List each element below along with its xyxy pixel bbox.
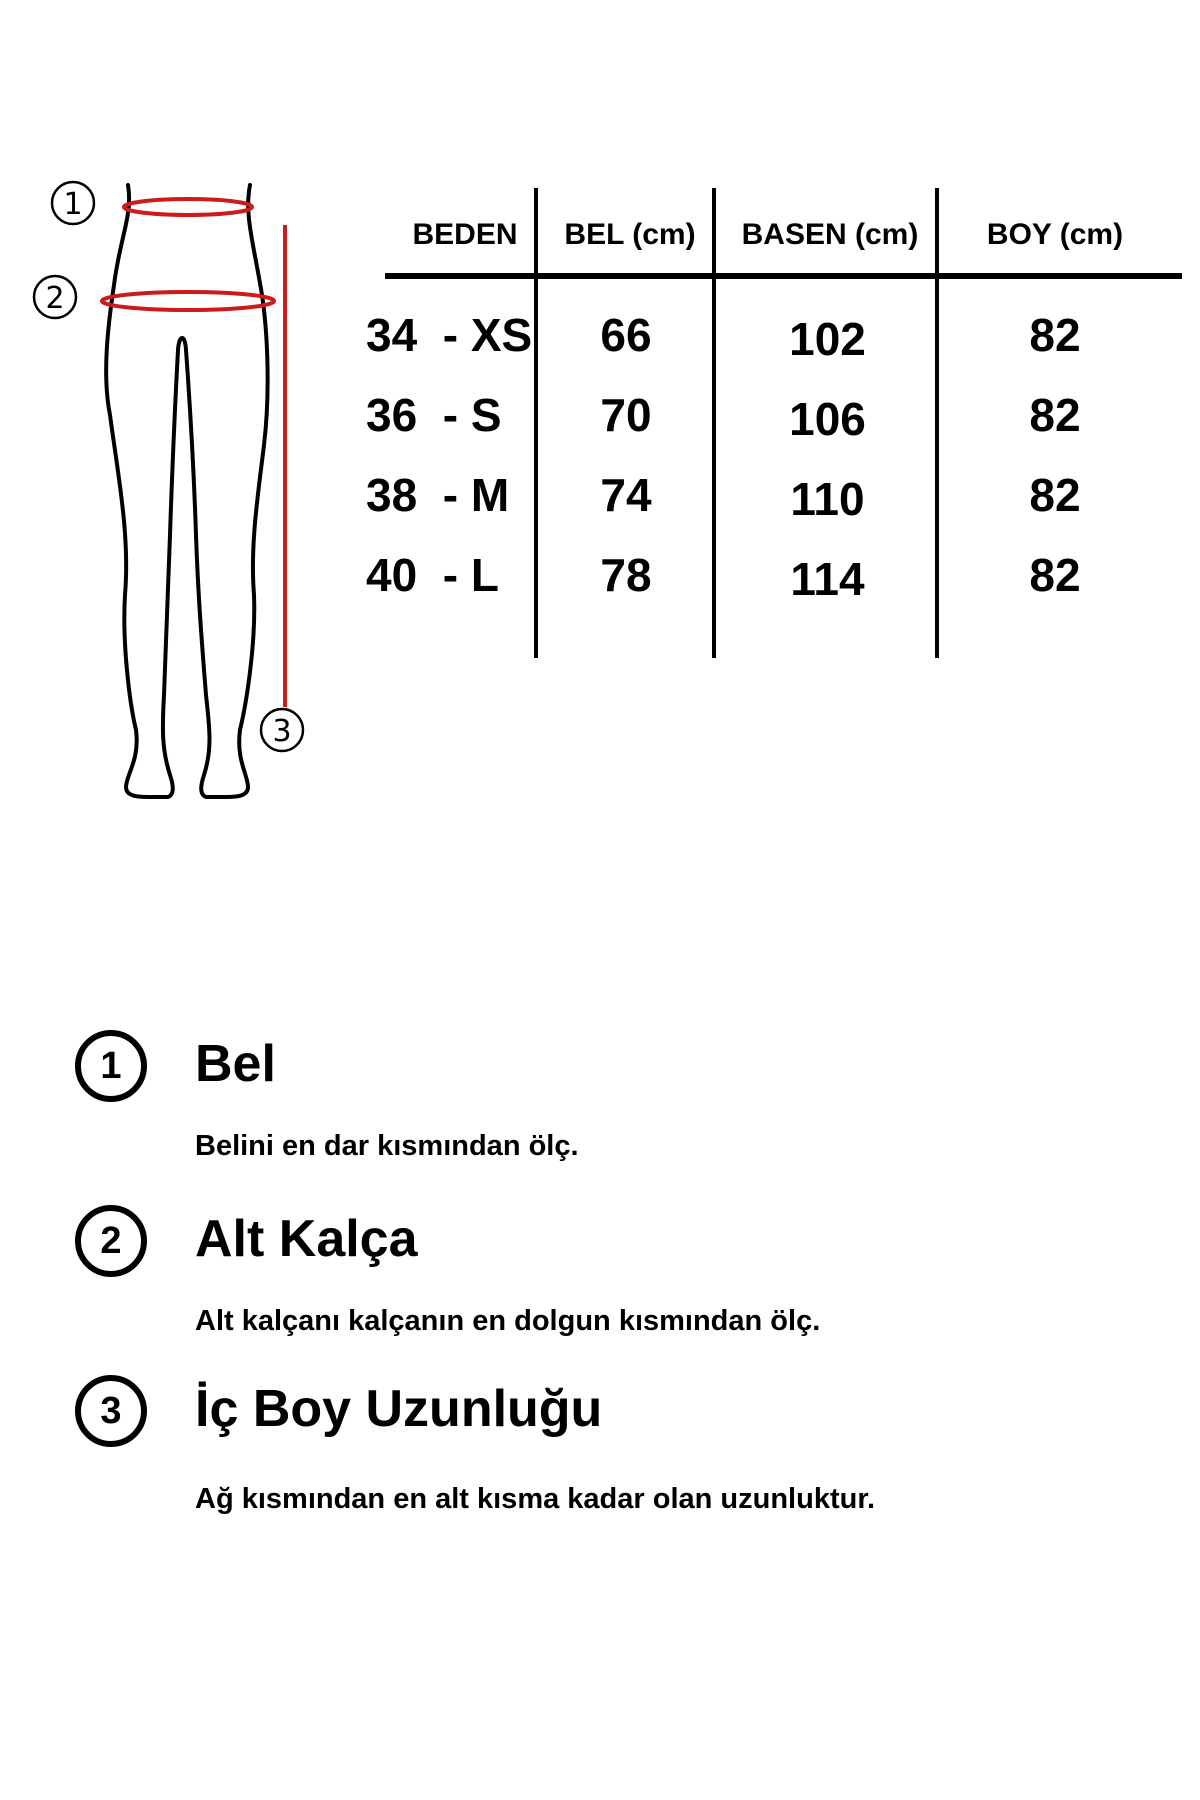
header-hip: BASEN (cm) bbox=[741, 218, 919, 251]
legend-desc-1: Belini en dar kısmından ölç. bbox=[195, 1130, 579, 1162]
legend-title-3: İç Boy Uzunluğu bbox=[195, 1380, 603, 1438]
header-waist: BEL (cm) bbox=[564, 218, 696, 251]
table-row bbox=[360, 308, 1182, 388]
cell-length: 82 bbox=[1029, 549, 1081, 601]
table-row bbox=[360, 468, 1182, 548]
marker-2: 2 bbox=[45, 281, 65, 316]
cell-size: 36 - S bbox=[366, 389, 502, 441]
legend-number-2: 2 bbox=[75, 1205, 147, 1277]
hip-measure-line bbox=[102, 292, 274, 310]
cell-hip: 114 bbox=[790, 553, 865, 605]
cell-hip: 106 bbox=[789, 393, 866, 445]
cell-length: 82 bbox=[1029, 389, 1081, 441]
cell-length: 82 bbox=[1029, 309, 1081, 361]
cell-size: 34 - XS bbox=[366, 309, 533, 361]
marker-3: 3 bbox=[272, 714, 292, 749]
leggings-outline-left bbox=[106, 185, 178, 797]
legend-desc-3: Ağ kısmından en alt kısma kadar olan uzunluktur. bbox=[195, 1483, 876, 1515]
cell-size: 38 - M bbox=[366, 469, 510, 521]
table-row bbox=[360, 548, 1182, 628]
waist-measure-line bbox=[124, 199, 252, 215]
cell-length: 82 bbox=[1029, 469, 1081, 521]
leggings-outline-right bbox=[186, 185, 268, 797]
table-row bbox=[360, 388, 1182, 468]
marker-1: 1 bbox=[63, 187, 83, 222]
legend-desc-2: Alt kalçanı kalçanın en dolgun kısmından ölç. bbox=[195, 1305, 821, 1337]
legend-number-3: 3 bbox=[75, 1375, 147, 1447]
cell-hip: 110 bbox=[790, 473, 865, 525]
leggings-diagram bbox=[30, 175, 360, 855]
size-table bbox=[360, 188, 1182, 658]
legend-title-2: Alt Kalça bbox=[195, 1210, 418, 1268]
cell-waist: 66 bbox=[600, 309, 652, 361]
leggings-crotch bbox=[178, 338, 186, 350]
legend-title-1: Bel bbox=[195, 1035, 276, 1093]
cell-waist: 78 bbox=[600, 549, 652, 601]
cell-hip: 102 bbox=[789, 313, 866, 365]
header-size: BEDEN bbox=[412, 218, 518, 251]
cell-waist: 74 bbox=[600, 469, 652, 521]
cell-waist: 70 bbox=[600, 389, 652, 441]
leggings-outline-icon bbox=[30, 175, 360, 855]
legend-number-1: 1 bbox=[75, 1030, 147, 1102]
header-length: BOY (cm) bbox=[986, 218, 1124, 251]
cell-size: 40 - L bbox=[366, 549, 499, 601]
